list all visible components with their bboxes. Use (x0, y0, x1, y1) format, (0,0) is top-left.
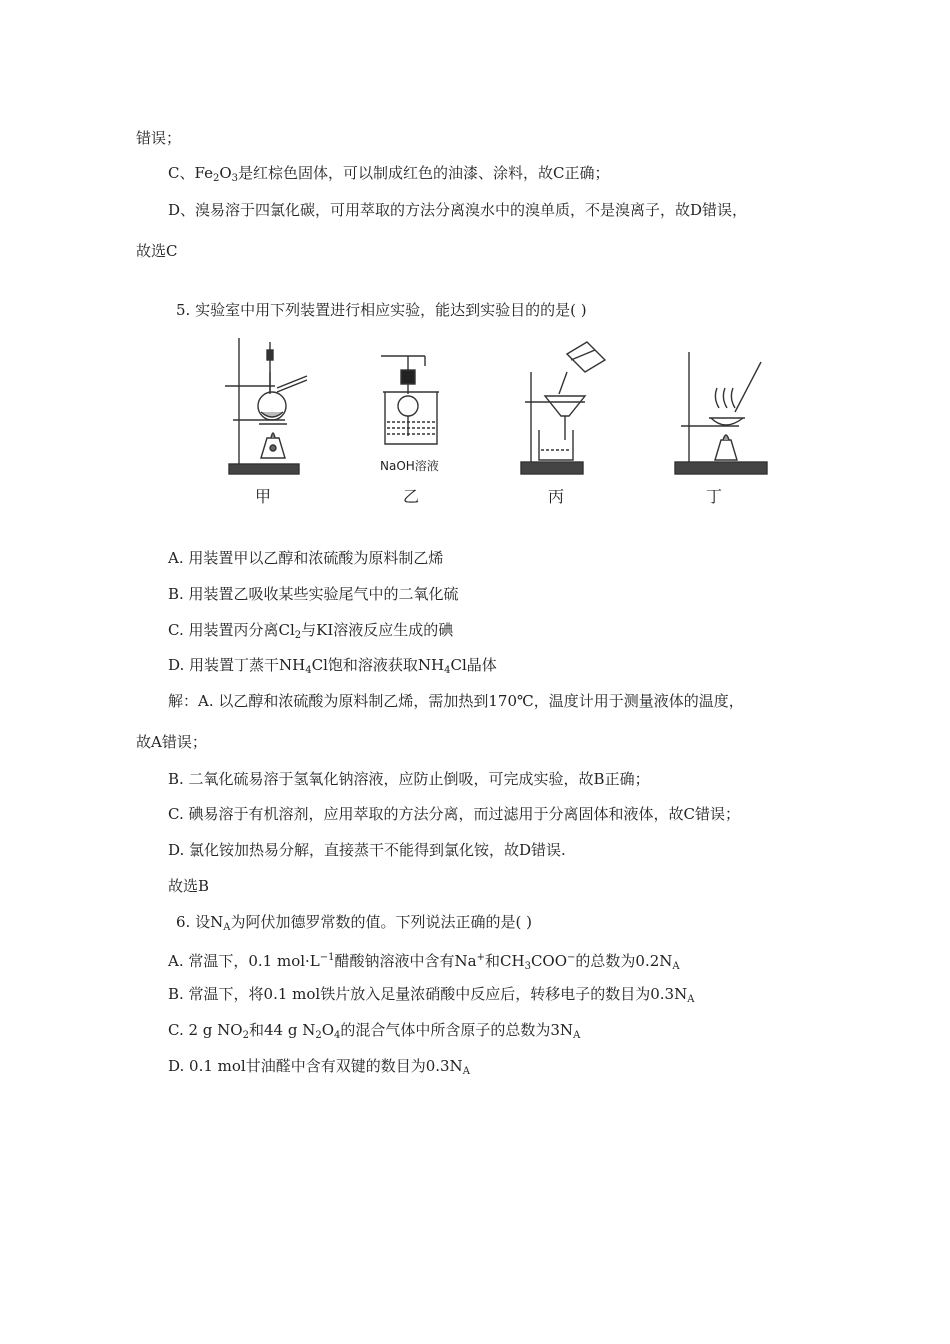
superscript: −1 (319, 952, 335, 963)
text-span: 是红棕色固体，可以制成红色的油漆、涂料，故C正确； (238, 164, 610, 182)
text-line: 错误； (136, 129, 182, 147)
caption-jia: 甲 (255, 487, 272, 506)
text-span: C. 2 g NO (168, 1021, 243, 1039)
text-span: Cl饱和溶液获取NH (311, 656, 445, 674)
subscript: 2 (212, 173, 220, 184)
option-b (168, 984, 694, 1010)
answer-line: 故选B (168, 877, 210, 895)
option-d (168, 655, 497, 681)
subscript: 4 (305, 665, 312, 676)
superscript: + (476, 952, 485, 963)
subscript: A (573, 1030, 581, 1041)
text-span: 和CH (485, 952, 525, 970)
text-line: D、溴易溶于四氯化碳，可用萃取的方法分离溴水中的溴单质，不是溴离子，故D错误， (168, 201, 748, 219)
text-span: D. 用装置丁蒸干NH (168, 656, 306, 674)
option-d (168, 1056, 470, 1082)
subscript: A (687, 994, 695, 1005)
solution-line: 故A错误； (136, 733, 207, 751)
text-span: C、Fe (168, 164, 213, 182)
solution-line: B. 二氧化硫易溶于氢氧化钠溶液，应防止倒吸，可完成实验，故B正确； (168, 770, 650, 788)
caption-ding: 丁 (706, 487, 723, 506)
apparatus-jia-icon (225, 338, 307, 474)
text-span: 与KI溶液反应生成的碘 (301, 621, 454, 639)
apparatus-yi-icon (381, 356, 439, 444)
naoh-label: NaOH溶液 (380, 459, 439, 473)
option-a (168, 948, 680, 977)
option-c (168, 620, 453, 646)
text-span: 的总数为0.2N (575, 952, 673, 970)
subscript: 4 (444, 665, 451, 676)
text-span: A. 常温下，0.1 mol·L (168, 952, 320, 970)
solution-line: 解：A. 以乙醇和浓硫酸为原料制乙烯，需加热到170℃，温度计用于测量液体的温度， (168, 692, 744, 710)
subscript: 3 (524, 961, 531, 972)
subscript: 3 (231, 173, 239, 184)
apparatus-ding-icon (675, 352, 767, 474)
subscript: A (672, 961, 680, 972)
solution-line: D. 氯化铵加热易分解，直接蒸干不能得到氯化铵，故D错误. (168, 841, 566, 859)
text-span: 为阿伏加德罗常数的值。下列说法正确的是( ) (230, 913, 532, 931)
solution-line: C. 碘易溶于有机溶剂，应用萃取的方法分离，而过滤用于分离固体和液体，故C错误； (168, 805, 740, 823)
answer-line: 故选C (136, 242, 178, 260)
text-span: 6. 设N (176, 913, 224, 931)
text-span: 和44 g N (248, 1021, 316, 1039)
subscript: A (462, 1066, 470, 1077)
text-span: D. 0.1 mol甘油醛中含有双键的数目为0.3N (168, 1057, 463, 1075)
option-c (168, 1020, 580, 1046)
subscript: 2 (294, 630, 302, 641)
option-b: B. 用装置乙吸收某些实验尾气中的二氧化硫 (168, 585, 459, 603)
subscript: 4 (334, 1030, 341, 1041)
text-span: O (219, 164, 232, 182)
subscript: 2 (242, 1030, 249, 1041)
superscript: − (567, 952, 576, 963)
text-span: 的混合气体中所含原子的总数为3N (340, 1021, 574, 1039)
text-line (168, 163, 610, 189)
caption-yi: 乙 (403, 487, 420, 506)
option-a: A. 用装置甲以乙醇和浓硫酸为原料制乙烯 (168, 549, 444, 567)
subscript: A (223, 922, 231, 933)
text-span: B. 常温下，将0.1 mol铁片放入足量浓硝酸中反应后，转移电子的数目为0.3N (168, 985, 688, 1003)
question-5-stem: 5. 实验室中用下列装置进行相应实验，能达到实验目的的是( ) (176, 301, 587, 319)
text-span: 醋酸钠溶液中含有Na (334, 952, 477, 970)
question-6-stem (176, 912, 532, 938)
text-span: O (321, 1021, 335, 1039)
text-span: COO (530, 952, 568, 970)
caption-bing: 丙 (548, 487, 565, 506)
subscript: 2 (315, 1030, 322, 1041)
text-span: Cl晶体 (450, 656, 497, 674)
apparatus-bing-icon (521, 342, 605, 474)
text-span: C. 用装置丙分离Cl (168, 621, 295, 639)
